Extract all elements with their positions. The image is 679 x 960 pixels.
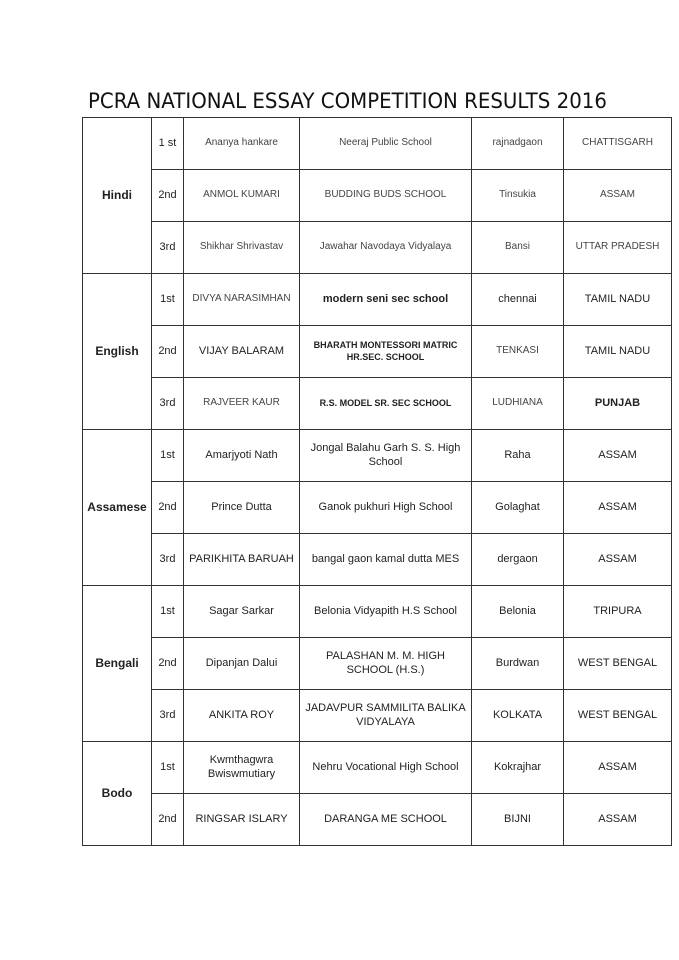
city-cell: Belonia	[472, 586, 564, 638]
school-cell: DARANGA ME SCHOOL	[300, 794, 472, 846]
school-cell: BUDDING BUDS SCHOOL	[300, 170, 472, 222]
state-cell: ASSAM	[564, 534, 672, 586]
state-cell: PUNJAB	[564, 378, 672, 430]
name-cell: Dipanjan Dalui	[184, 638, 300, 690]
city-cell: BIJNI	[472, 794, 564, 846]
place-cell: 3rd	[152, 222, 184, 274]
place-cell: 2nd	[152, 794, 184, 846]
place-cell: 2nd	[152, 482, 184, 534]
place-cell: 2nd	[152, 638, 184, 690]
name-cell: DIVYA NARASIMHAN	[184, 274, 300, 326]
state-cell: ASSAM	[564, 482, 672, 534]
city-cell: dergaon	[472, 534, 564, 586]
place-cell: 2nd	[152, 170, 184, 222]
table-row	[83, 534, 672, 586]
name-cell: RINGSAR ISLARY	[184, 794, 300, 846]
table-row	[83, 222, 672, 274]
school-cell: PALASHAN M. M. HIGH SCHOOL (H.S.)	[300, 638, 472, 690]
city-cell: Tinsukia	[472, 170, 564, 222]
school-cell: R.S. MODEL SR. SEC SCHOOL	[300, 378, 472, 430]
name-cell: Prince Dutta	[184, 482, 300, 534]
name-cell: Kwmthagwra Bwiswmutiary	[184, 742, 300, 794]
place-cell: 1st	[152, 742, 184, 794]
place-cell: 1st	[152, 430, 184, 482]
city-cell: rajnadgaon	[472, 118, 564, 170]
school-cell: Ganok pukhuri High School	[300, 482, 472, 534]
language-cell: English	[83, 274, 152, 430]
school-cell: Neeraj Public School	[300, 118, 472, 170]
table-row	[83, 638, 672, 690]
school-cell: Belonia Vidyapith H.S School	[300, 586, 472, 638]
state-cell: ASSAM	[564, 170, 672, 222]
name-cell: ANMOL KUMARI	[184, 170, 300, 222]
table-row	[83, 378, 672, 430]
place-cell: 2nd	[152, 326, 184, 378]
language-cell: Bodo	[83, 742, 152, 846]
school-cell: Nehru Vocational High School	[300, 742, 472, 794]
place-cell: 1st	[152, 586, 184, 638]
state-cell: ASSAM	[564, 742, 672, 794]
state-cell: ASSAM	[564, 794, 672, 846]
place-cell: 3rd	[152, 378, 184, 430]
state-cell: TRIPURA	[564, 586, 672, 638]
place-cell: 3rd	[152, 534, 184, 586]
state-cell: WEST BENGAL	[564, 690, 672, 742]
city-cell: LUDHIANA	[472, 378, 564, 430]
city-cell: chennai	[472, 274, 564, 326]
table-row	[83, 430, 672, 482]
state-cell: TAMIL NADU	[564, 326, 672, 378]
language-cell: Assamese	[83, 430, 152, 586]
place-cell: 3rd	[152, 690, 184, 742]
city-cell: Bansi	[472, 222, 564, 274]
name-cell: Shikhar Shrivastav	[184, 222, 300, 274]
language-cell: Bengali	[83, 586, 152, 742]
state-cell: TAMIL NADU	[564, 274, 672, 326]
city-cell: Golaghat	[472, 482, 564, 534]
table-row	[83, 170, 672, 222]
table-row	[83, 118, 672, 170]
city-cell: Burdwan	[472, 638, 564, 690]
school-cell: bangal gaon kamal dutta MES	[300, 534, 472, 586]
city-cell: Raha	[472, 430, 564, 482]
school-cell: BHARATH MONTESSORI MATRIC HR.SEC. SCHOOL	[300, 326, 472, 378]
state-cell: UTTAR PRADESH	[564, 222, 672, 274]
school-cell: Jawahar Navodaya Vidyalaya	[300, 222, 472, 274]
place-cell: 1 st	[152, 118, 184, 170]
table-row	[83, 690, 672, 742]
table-row	[83, 742, 672, 794]
school-cell: modern seni sec school	[300, 274, 472, 326]
table-row	[83, 482, 672, 534]
name-cell: RAJVEER KAUR	[184, 378, 300, 430]
name-cell: Amarjyoti Nath	[184, 430, 300, 482]
place-cell: 1st	[152, 274, 184, 326]
state-cell: WEST BENGAL	[564, 638, 672, 690]
school-cell: JADAVPUR SAMMILITA BALIKA VIDYALAYA	[300, 690, 472, 742]
table-row	[83, 794, 672, 846]
state-cell: CHATTISGARH	[564, 118, 672, 170]
table-row	[83, 326, 672, 378]
name-cell: ANKITA ROY	[184, 690, 300, 742]
table-row	[83, 586, 672, 638]
name-cell: PARIKHITA BARUAH	[184, 534, 300, 586]
table-row	[83, 274, 672, 326]
name-cell: Ananya hankare	[184, 118, 300, 170]
name-cell: Sagar Sarkar	[184, 586, 300, 638]
name-cell: VIJAY BALARAM	[184, 326, 300, 378]
state-cell: ASSAM	[564, 430, 672, 482]
city-cell: TENKASI	[472, 326, 564, 378]
language-cell: Hindi	[83, 118, 152, 274]
city-cell: KOLKATA	[472, 690, 564, 742]
page-title: PCRA NATIONAL ESSAY COMPETITION RESULTS 2016	[88, 89, 607, 114]
city-cell: Kokrajhar	[472, 742, 564, 794]
school-cell: Jongal Balahu Garh S. S. High School	[300, 430, 472, 482]
results-table	[82, 117, 672, 846]
